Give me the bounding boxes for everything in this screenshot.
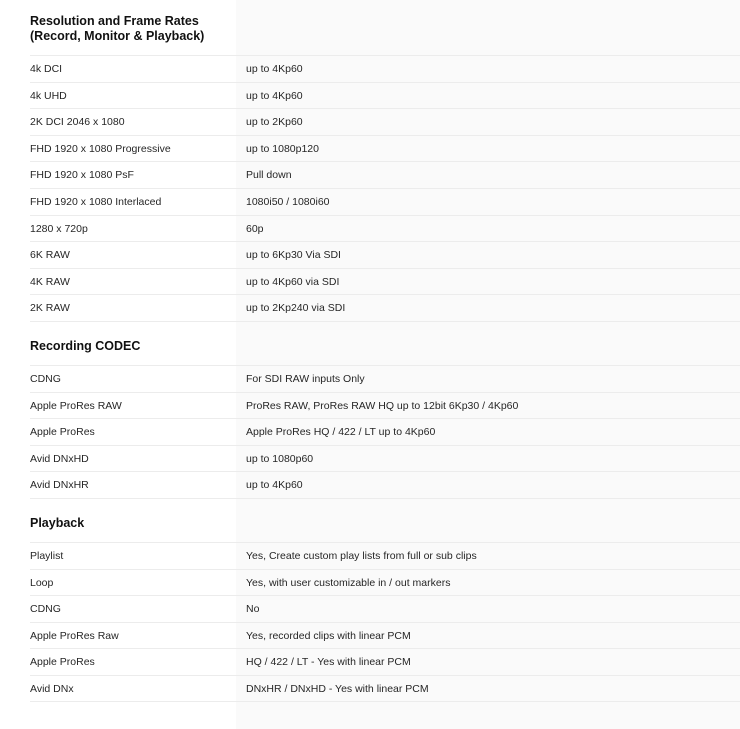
table-row [0, 596, 740, 623]
row-value: 1080i50 / 1080i60 [246, 195, 330, 208]
row-label: 2K RAW [30, 302, 70, 315]
row-value: For SDI RAW inputs Only [246, 372, 365, 385]
row-value: Yes, Create custom play lists from full or sub clips [246, 549, 477, 562]
row-value: up to 4Kp60 via SDI [246, 275, 340, 288]
table-row [0, 543, 740, 570]
row-label: Apple ProRes [30, 656, 95, 669]
table-row [0, 136, 740, 163]
table-row [0, 56, 740, 83]
table-row [0, 623, 740, 650]
section-title: Resolution and Frame Rates (Record, Monitor & Playback) [30, 14, 205, 43]
section-title: Recording CODEC [30, 338, 141, 353]
table-row [0, 189, 740, 216]
row-label: 2K DCI 2046 x 1080 [30, 116, 125, 129]
row-label: Apple ProRes RAW [30, 399, 122, 412]
table-row [0, 83, 740, 110]
table-row [0, 162, 740, 189]
table-row [0, 446, 740, 473]
row-value: up to 1080p120 [246, 142, 319, 155]
row-value: ProRes RAW, ProRes RAW HQ up to 12bit 6Kp30 / 4Kp60 [246, 399, 519, 412]
table-row [0, 570, 740, 597]
table-row [0, 472, 740, 499]
table-row [0, 419, 740, 446]
row-value: DNxHR / DNxHD - Yes with linear PCM [246, 682, 429, 695]
section-title: Playback [30, 515, 85, 530]
row-value: up to 4Kp60 [246, 89, 303, 102]
row-label: CDNG [30, 603, 61, 616]
table-row [0, 216, 740, 243]
row-label: Apple ProRes Raw [30, 629, 119, 642]
section-header-recording-codec [0, 322, 740, 366]
section-header-resolution [0, 0, 740, 56]
row-label: 4k UHD [30, 89, 67, 102]
table-row [0, 676, 740, 703]
row-label: 4K RAW [30, 275, 70, 288]
row-value: up to 6Kp30 Via SDI [246, 249, 341, 262]
row-value: 60p [246, 222, 264, 235]
row-label: CDNG [30, 372, 61, 385]
row-label: Avid DNx [30, 682, 74, 695]
row-label: Apple ProRes [30, 426, 95, 439]
table-row [0, 649, 740, 676]
row-value: HQ / 422 / LT - Yes with linear PCM [246, 656, 411, 669]
row-value: up to 4Kp60 [246, 63, 303, 75]
row-label: Loop [30, 576, 54, 589]
table-row [0, 295, 740, 322]
row-label: FHD 1920 x 1080 Progressive [30, 142, 171, 155]
table-row [0, 366, 740, 393]
row-value: up to 4Kp60 [246, 479, 303, 492]
row-label: Avid DNxHD [30, 452, 89, 465]
row-value: No [246, 603, 260, 616]
row-label: FHD 1920 x 1080 PsF [30, 169, 134, 182]
row-value: Apple ProRes HQ / 422 / LT up to 4Kp60 [246, 426, 436, 439]
row-label: Avid DNxHR [30, 479, 89, 492]
row-value: Pull down [246, 169, 292, 182]
table-row [0, 109, 740, 136]
table-row [0, 242, 740, 269]
row-value: Yes, recorded clips with linear PCM [246, 629, 411, 642]
row-value: Yes, with user customizable in / out markers [246, 576, 451, 589]
row-value: up to 2Kp60 [246, 116, 303, 129]
row-label: FHD 1920 x 1080 Interlaced [30, 195, 162, 208]
row-label: 6K RAW [30, 249, 70, 262]
table-row [0, 269, 740, 296]
section-header-playback [0, 499, 740, 543]
row-label: Playlist [30, 549, 64, 562]
row-value: up to 2Kp240 via SDI [246, 302, 346, 315]
table-row [0, 393, 740, 420]
row-label: 1280 x 720p [30, 222, 88, 235]
row-label: 4k DCI [30, 63, 63, 75]
row-value: up to 1080p60 [246, 452, 314, 465]
